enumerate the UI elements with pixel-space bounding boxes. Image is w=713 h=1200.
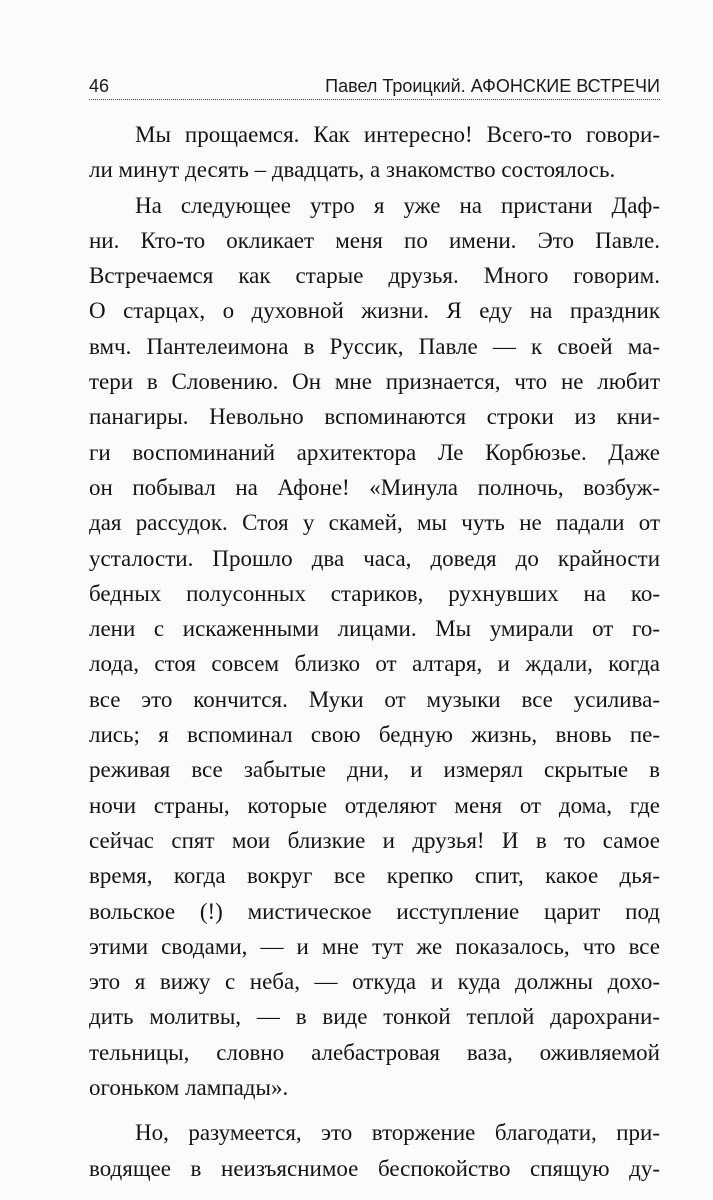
text-line: дая рассудок. Стоя у скамей, мы чуть не падали от xyxy=(89,510,660,536)
text-line: Мы прощаемся. Как интересно! Всего-то говори- xyxy=(135,122,660,147)
text-line: О старцах, о духовной жизни. Я еду на праздник xyxy=(89,298,660,324)
paragraph-gap xyxy=(89,1105,660,1115)
text-line: тери в Словению. Он мне признается, что не любит xyxy=(89,369,660,395)
text-line: этими сводами, — и мне тут же показалось, что все xyxy=(89,933,660,959)
text-line: ночи страны, которые отделяют меня от дома, где xyxy=(89,792,660,818)
text-line: панагиры. Невольно вспоминаются строки из кни- xyxy=(89,404,660,430)
text-line: лись; я вспоминал свою бедную жизнь, вновь пе- xyxy=(89,722,660,748)
running-title: Павел Троицкий. АФОНСКИЕ ВСТРЕЧИ xyxy=(325,76,660,96)
text-line: ги воспоминаний архитектора Ле Корбюзье. Даже xyxy=(89,439,660,465)
header-rule xyxy=(89,99,660,100)
text-line: тельницы, словно алебастровая ваза, оживляемой xyxy=(89,1039,660,1065)
text-line: ли минут десять – двадцать, а знакомство состоялось. xyxy=(89,157,616,183)
text-line: ни. Кто-то окликает меня по имени. Это Павле. xyxy=(89,227,660,253)
text-line: бедных полусонных стариков, рухнувших на ко- xyxy=(89,580,660,606)
text-line: время, когда вокруг все крепко спит, какое дья- xyxy=(89,863,660,889)
text-line: лени с искаженными лицами. Мы умирали от го- xyxy=(89,616,660,642)
text-line: все это кончится. Муки от музыки все усилива- xyxy=(89,686,660,712)
text-line: это я вижу с неба, — откуда и куда должны дохо- xyxy=(89,969,660,995)
text-line: лода, стоя совсем близко от алтаря, и ждали, когда xyxy=(89,651,660,677)
text-line: Но, разумеется, это вторжение благодати, при- xyxy=(135,1120,660,1146)
text-line: Встречаемся как старые друзья. Много говорим. xyxy=(89,263,660,289)
text-line: дить молитвы, — в виде тонкой теплой дарохрани- xyxy=(89,1004,660,1030)
text-line: он побывал на Афоне! «Минула полночь, возбуж- xyxy=(89,474,660,500)
text-line: сейчас спят мои близкие и друзья! И в то самое xyxy=(89,827,660,853)
text-line: усталости. Прошло два часа, доведя до крайности xyxy=(89,545,660,571)
body-text xyxy=(89,117,660,1186)
page-header xyxy=(89,72,660,100)
text-line: На следующее утро я уже на пристани Даф- xyxy=(135,192,660,218)
text-line: огоньком лампады». xyxy=(89,1075,289,1101)
page-number: 46 xyxy=(89,76,110,96)
text-line: вмч. Пантелеимона в Руссик, Павле — к своей ма- xyxy=(89,333,660,359)
text-line: вольское (!) мистическое исступление царит под xyxy=(89,898,660,924)
text-line: водящее в неизъяснимое беспокойство спящую ду- xyxy=(89,1155,660,1181)
text-line: реживая все забытые дни, и измерял скрытые в xyxy=(89,757,660,783)
